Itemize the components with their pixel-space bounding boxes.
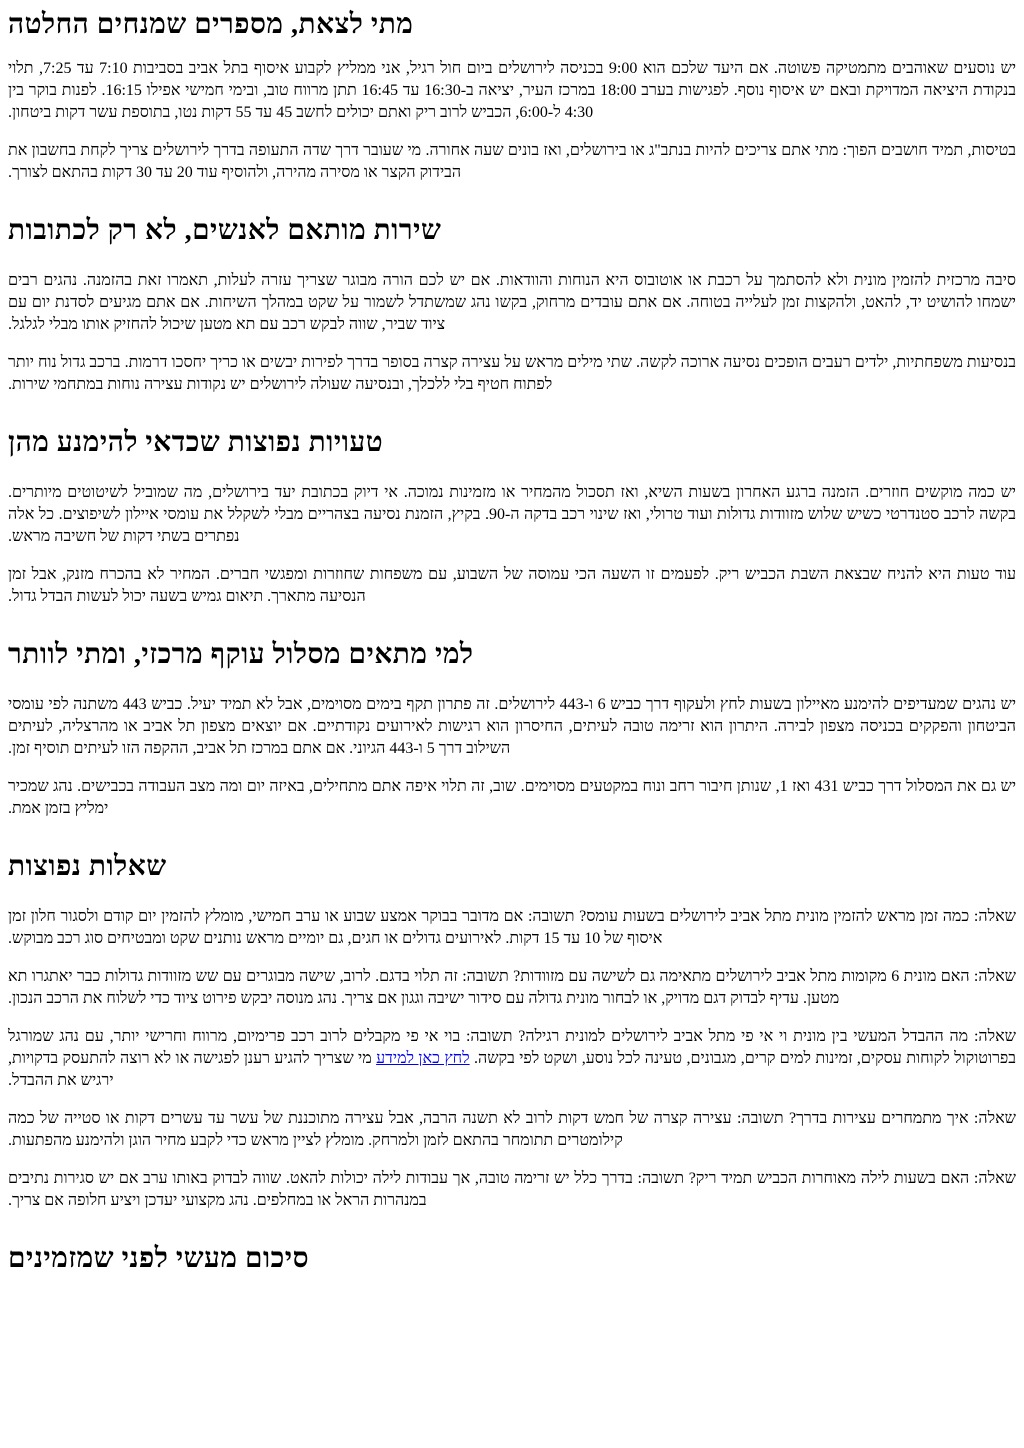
route-paragraph-431: יש גם את המסלול דרך כביש 431 ואז 1, שנותן חיבור רחב ונוח במקטעים מסוימים. שוב, זה תלוי איפה אתם מתחילים, באיזה יום ומה מצב העבודה בכבישים. נהג שמכיר ימליץ בזמן אמת. <box>8 778 1017 817</box>
section-heading-mistakes: טעויות נפוצות שכדאי להימנע מהן <box>8 427 384 458</box>
faq-vip-text-after-link: מי שצריך להגיע רענן לפגישה או לא רוצה להתעסק בדקויות, ירגיש את ההבדל. <box>8 1050 377 1089</box>
faq-question-night-roads: שאלה: האם בשעות לילה מאוחרות הכביש תמיד ריק? תשובה: בדרך כלל יש זרימה טובה, אך עבודות לילה יכולות להאט. שווה לבדוק באותו ערב אם יש סגירות נתיבים במנהרות הראל או במחלפים. נהג מקצועי יעדכן ויציע חלופה אם צריך. <box>8 1170 1016 1209</box>
route-paragraph-highway6-443: יש נהגים שמעדיפים להימנע מאיילון בשעות לחץ ולעקוף דרך כביש 6 ו-443 לירושלים. זה פתרון תקף בימים מסוימים, אבל לא תמיד יעיל. כביש 443 משתנה לפי עומסי הביטחון והפקקים בכניסה מצפון לבירה. היתרון הוא זרימה טובה לעיתים, החיסרון הוא רגישות לאירועים נקודתיים. אם יוצאים מצפון תל אביב או מהרצליה, לעיתים השילוב דרך 5 ו-443 הגיוני. אם אתם במרכז תל אביב, ההקפה הזו לעיתים תוסיף זמן. <box>8 696 1017 757</box>
service-paragraph-families: בנסיעות משפחתיות, ילדים רעבים הופכים נסיעה ארוכה לקשה. שתי מילים מראש על עצירה קצרה בסופר בדרך לפירות יבשים או כריך יחסכו דרמות. ברכב גדול נוח יותר לפתוח חטיף בלי ללכלך, ובנסיעה שעולה לירושלים יש נקודות עצירה נוחות במתחמי שירות. <box>8 354 1016 393</box>
more-info-link[interactable]: לחץ כאן למידע <box>376 1050 470 1067</box>
section-heading-faq: שאלות נפוצות <box>8 851 167 882</box>
faq-question-stops-pricing: שאלה: איך מתמחרים עצירות בדרך? תשובה: עצירה קצרה של חמש דקות לרוב לא תשנה הרבה, אבל עצירה מתוכננת של עשר עד עשרים דקות או סטייה של כמה קילומטרים תתומחר בהתאם לזמן ולמרחק. מומלץ לציין מראש כדי לקבע מחיר הוגן ולהימנע מהפתעות. <box>8 1110 1016 1149</box>
section-heading-bypass-route: למי מתאים מסלול עוקף מרכזי, ומתי לוותר <box>8 639 474 670</box>
service-paragraph-comfort: סיבה מרכזית להזמין מונית ולא להסתמך על רכבת או אוטובוס היא הנוחות והוודאות. אם יש לכם הורה מבוגר שצריך עזרה לעלות, תאמרו זאת בהזמנה. נהגים רבים ישמחו להושיט יד, להאט, ולהקצות זמן לעלייה בטוחה. אם אתם עובדים מרחוק, בקשו נהג שמשתדל לשמור על שקט במהלך השיחות. אם אתם מגיעים לסדנת יום עם ציוד שביר, שווה לבקש רכב עם תא מטען שיכול להחזיק אותו מבלי לגלגל. <box>8 272 1016 333</box>
faq-question-six-seater: שאלה: האם מונית 6 מקומות מתל אביב לירושלים מתאימה גם לשישה עם מזוודות? תשובה: זה תלוי בדגם. לרוב, שישה מבוגרים עם שש מזוודות גדולות כבר יאתגרו תא מטען. עדיף לבדוק דגם מדויק, או לבחור מונית גדולה עם סידור ישיבה וגגון אם צריך. נהג מנוסה יבקש פירוט ציוד כדי לשלוח את הרכב הנכון. <box>8 968 1016 1007</box>
intro-paragraph-flights: בטיסות, תמיד חושבים הפוך: מתי אתם צריכים להיות בנתב"ג או בירושלים, ואז בונים שעה אחורה. מי שעובר דרך שדה התעופה בדרך לירושלים צריך לקחת בחשבון את הבידוק הקצר או מסירה מהירה, ולהוסיף עוד 20 עד 30 דקות בהתאם לצורך. <box>8 142 1016 181</box>
article-title: מתי לצאת, מספרים שמנחים החלטה <box>8 9 414 40</box>
intro-paragraph-timing: יש נוסעים שאוהבים מתמטיקה פשוטה. אם היעד שלכם הוא 9:00 בכניסה לירושלים ביום חול רגיל, אני ממליץ לקבוע איסוף בתל אביב בסביבות 7:10 עד 7:25, תלוי בנקודת היציאה המדויקת ובאם יש איסוף נוסף. לפגישות בערב 18:00 במרכז העיר, יציאה ב-16:30 עד 16:45 תתן מרווח טוב, ובימי חמישי אפילו 16:15. לפנות בוקר בין 4:30 ל-6:00, הכביש לרוב ריק ואתם יכולים לחשב 45 עד 55 דקות נטו, בתוספת עשר דקות ביטחון. <box>8 60 1017 121</box>
faq-vip-text-before-link: שאלה: מה ההבדל המעשי בין מונית וי אי פי מתל אביב לירושלים למונית רגילה? תשובה: בוי אי פי מקבלים לרוב רכב פרימיום, מרווח וחרישי יותר, עם נהג שמורגל בפרוטוקול לקוחות עסקים, זמינות למים קרים, מגבונים, טעינה לכל נוסע, ושקט לפי בקשה. <box>8 1028 1017 1067</box>
mistakes-paragraph-common: יש כמה מוקשים חוזרים. הזמנה ברגע האחרון בשעות השיא, ואז תסכול מהמחיר או מזמינות נמוכה. אי דיוק בכתובת יעד בירושלים, מה שמוביל לשיטוטים מיותרים. בקשה לרכב סטנדרטי כשיש שלוש מזוודות גדולות ועוד טרולי, ואז שינוי רכב בדקה ה-90. בקיץ, הזמנת נסיעה בצהריים מבלי לשקלל את עומסי איילון לשיפוצים. כל אלה נפתרים בשתי דקות של חשיבה מראש. <box>8 484 1017 545</box>
faq-question-vip <box>8 1026 1016 1092</box>
mistakes-paragraph-shabbat: עוד טעות היא להניח שבצאת השבת הכביש ריק. לפעמים זו השעה הכי עמוסה של השבוע, עם משפחות שחוזרות ומפגשי חברים. המחיר לא בהכרח מזנק, אבל זמן הנסיעה מתארך. תיאום גמיש בשעה יכול לעשות הבדל גדול. <box>8 566 1016 605</box>
section-heading-summary: סיכום מעשי לפני שמזמינים <box>8 1243 310 1274</box>
section-heading-service: שירות מותאם לאנשים, לא רק לכתובות <box>8 215 442 246</box>
faq-question-advance-booking: שאלה: כמה זמן מראש להזמין מונית מתל אביב לירושלים בשעות עומס? תשובה: אם מדובר בבוקר אמצע שבוע או ערב חמישי, מומלץ להזמין יום קודם ולסגור חלון זמן איסוף של 10 עד 15 דקות. לאירועים גדולים או חגים, גם יומיים מראש נותנים שקט ומבטיחים סוג רכב מבוקש. <box>8 908 1016 947</box>
